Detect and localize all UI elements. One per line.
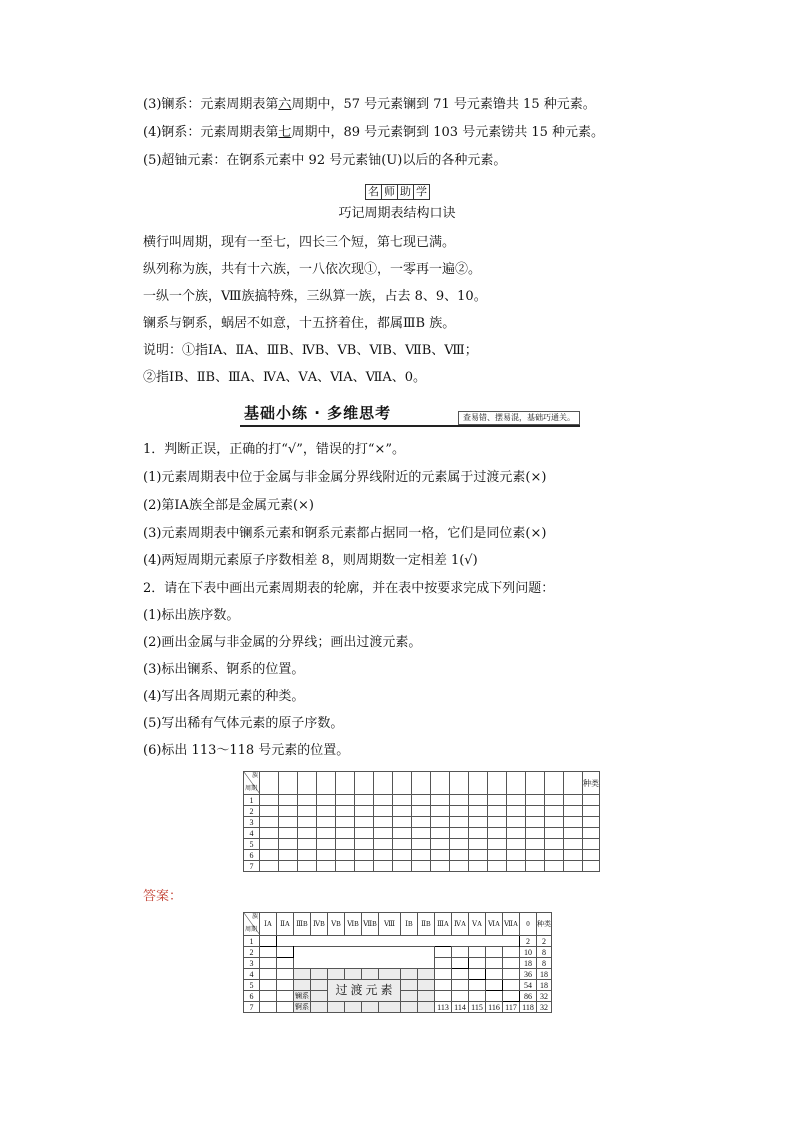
period-label: 7 — [244, 861, 260, 872]
mnemonic-line: 纵列称为族，共有十六族，一八依次现①，一零再一遍②。 — [143, 262, 482, 277]
table-corner: 族 周期 — [244, 913, 260, 936]
group-header: ⅤB — [328, 913, 345, 936]
group-header: ⅡB — [418, 913, 435, 936]
exercise-line: (6)标出 113～118 号元素的位置。 — [143, 743, 350, 758]
section-rule — [240, 425, 580, 427]
period-label: 2 — [244, 947, 260, 958]
blank-periodic-table — [243, 771, 600, 872]
group-header: 0 — [520, 913, 537, 936]
section-tag: 查易错、摆易混，基础巧通关。 — [458, 411, 580, 425]
teacher-tip-badge: 名 师 助 学 — [0, 180, 794, 200]
period-label: 1 — [244, 795, 260, 806]
mnemonic-title: 巧记周期表结构口诀 — [338, 206, 456, 221]
exercise-line: (2)画出金属与非金属的分界线；画出过渡元素。 — [143, 635, 422, 650]
exercise-line: (4)两短周期元素原子序数相差 8，则周期数一定相差 1(√) — [143, 553, 478, 568]
kinds-header: 种类 — [537, 913, 552, 936]
period-label: 3 — [244, 817, 260, 828]
exercise-line: (4)写出各周期元素的种类。 — [143, 689, 305, 704]
exercise-line: (2)第ⅠA族全部是金属元素(×) — [143, 498, 314, 513]
element-number: 116 — [486, 1002, 503, 1013]
period-label: 6 — [244, 850, 260, 861]
transition-elements-label: 过 渡 元 素 — [328, 980, 401, 1002]
noble-number: 118 — [520, 1002, 537, 1013]
exercise-line: (3)标出镧系、锕系的位置。 — [143, 662, 305, 677]
group-header: ⅢB — [294, 913, 311, 936]
noble-number: 36 — [520, 969, 537, 980]
mnemonic-line: 镧系与锕系，蜗居不如意，十五挤着住，都属ⅢB 族。 — [143, 316, 456, 331]
mnemonic-note: ②指ⅠB、ⅡB、ⅢA、ⅣA、ⅤA、ⅥA、ⅦA、0。 — [143, 370, 427, 385]
noble-number: 86 — [520, 991, 537, 1002]
group-header: ⅥB — [345, 913, 362, 936]
table-corner: 族 周期 — [244, 772, 260, 795]
group-header: ⅢA — [435, 913, 452, 936]
noble-number: 54 — [520, 980, 537, 991]
mnemonic-line: 一纵一个族，Ⅷ族搞特殊，三纵算一族，占去 8、9、10。 — [143, 289, 487, 304]
noble-number: 18 — [520, 958, 537, 969]
kinds-value: 8 — [537, 947, 552, 958]
group-header: ⅣB — [311, 913, 328, 936]
group-header: ⅡA — [277, 913, 294, 936]
element-number: 113 — [435, 1002, 452, 1013]
group-header: Ⅷ — [379, 913, 401, 936]
period-label: 7 — [244, 1002, 260, 1013]
period-label: 4 — [244, 828, 260, 839]
answer-label: 答案： — [143, 889, 183, 904]
kinds-value: 32 — [537, 1002, 552, 1013]
exercise-line: (1)标出族序数。 — [143, 608, 240, 623]
noble-number: 2 — [520, 936, 537, 947]
noble-number: 10 — [520, 947, 537, 958]
exercise-line: (5)写出稀有气体元素的原子序数。 — [143, 716, 344, 731]
period-label: 2 — [244, 806, 260, 817]
exercise-line: (1)元素周期表中位于金属与非金属分界线附近的元素属于过渡元素(×) — [143, 470, 547, 485]
period-label: 5 — [244, 980, 260, 991]
section-header — [240, 402, 580, 426]
lanthanide-definition: (3)镧系：元素周期表第六周期中，57 号元素镧到 71 号元素镥共 15 种元素。 — [143, 97, 596, 112]
element-number: 115 — [469, 1002, 486, 1013]
element-number: 114 — [452, 1002, 469, 1013]
section-title: 基础小练 · 多维思考 — [244, 404, 392, 422]
mnemonic-line: 横行叫周期，现有一至七，四长三个短，第七现已满。 — [143, 235, 456, 250]
period-label: 1 — [244, 936, 260, 947]
exercise-line: 1．判断正误，正确的打“√”，错误的打“×”。 — [143, 442, 406, 457]
group-header: ⅠB — [401, 913, 418, 936]
group-header: ⅠA — [260, 913, 277, 936]
period-label: 6 — [244, 991, 260, 1002]
actinide-label: 锕系 — [295, 1002, 309, 1011]
element-number: 117 — [503, 1002, 520, 1013]
group-header: ⅣA — [452, 913, 469, 936]
lanthanide-label: 镧系 — [295, 991, 309, 1000]
group-header: ⅤA — [469, 913, 486, 936]
group-header: ⅥA — [486, 913, 503, 936]
exercise-line: 2．请在下表中画出元素周期表的轮廓，并在表中按要求完成下列问题： — [143, 581, 555, 596]
kinds-value: 8 — [537, 958, 552, 969]
group-header: ⅦA — [503, 913, 520, 936]
kinds-value: 2 — [537, 936, 552, 947]
actinide-definition: (4)锕系：元素周期表第七周期中，89 号元素锕到 103 号元素铹共 15 种元素。 — [143, 125, 604, 140]
kinds-value: 18 — [537, 969, 552, 980]
period-label: 3 — [244, 958, 260, 969]
answer-periodic-table — [243, 912, 552, 1013]
period-label: 5 — [244, 839, 260, 850]
exercise-line: (3)元素周期表中镧系元素和锕系元素都占据同一格，它们是同位素(×) — [143, 526, 547, 541]
kinds-header: 种类 — [583, 772, 600, 795]
kinds-value: 32 — [537, 991, 552, 1002]
transuranium-definition: (5)超铀元素：在锕系元素中 92 号元素铀(U)以后的各种元素。 — [143, 153, 507, 168]
mnemonic-note: 说明：①指ⅠA、ⅡA、ⅢB、ⅣB、ⅤB、ⅥB、ⅦB、Ⅷ； — [143, 343, 478, 358]
group-header: ⅦB — [362, 913, 379, 936]
period-label: 4 — [244, 969, 260, 980]
kinds-value: 18 — [537, 980, 552, 991]
